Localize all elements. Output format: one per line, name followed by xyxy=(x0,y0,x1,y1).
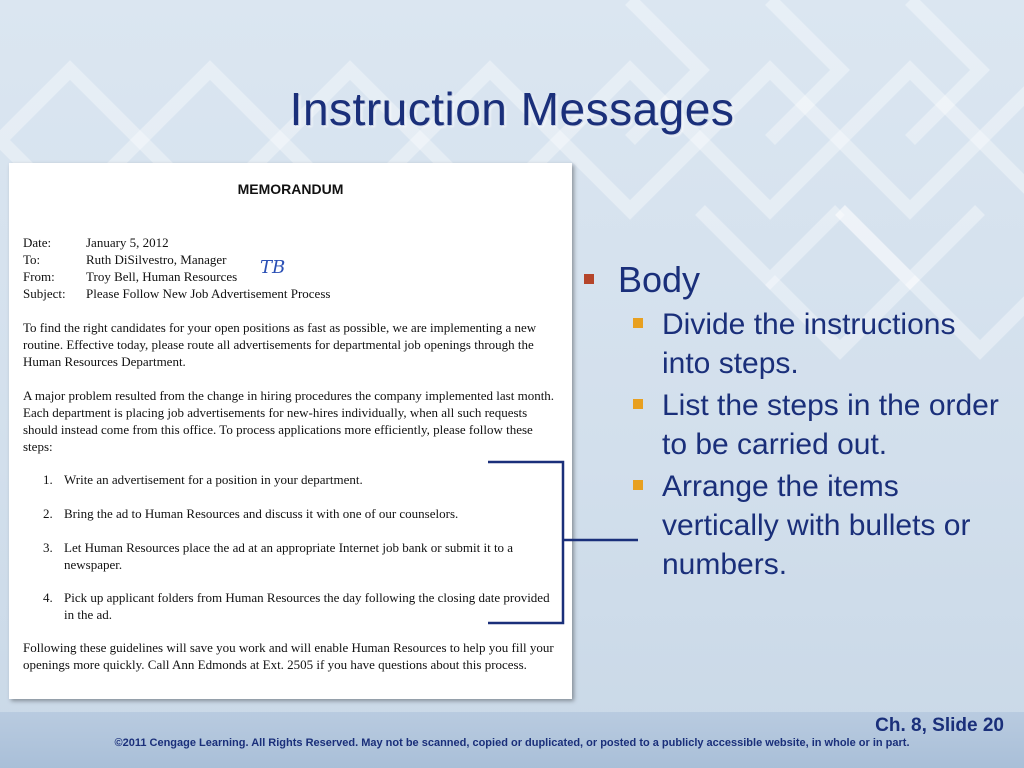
sub-bullet-1 xyxy=(580,305,1000,383)
step-number: 2. xyxy=(43,506,53,521)
bullet-list xyxy=(580,258,1000,584)
step-number: 4. xyxy=(43,590,53,605)
copyright-notice: ©2011 Cengage Learning. All Rights Reserved. May not be scanned, copied or duplicated, or posted to a publicly accessible website, in whole or in part. xyxy=(114,737,910,749)
step-number: 1. xyxy=(43,472,53,487)
slide-number: Ch. 8, Slide 20 xyxy=(875,715,1004,736)
square-bullet-icon xyxy=(584,274,594,284)
sub-bullet-text: List the steps in the order to be carried out. xyxy=(662,389,999,461)
memo-subject-label: Subject: xyxy=(23,286,66,301)
memo-paragraph-2: A major problem resulted from the change in hiring procedures the company implemented last month. Each department is placing job advertisements for new-hires individually, when all such requests should instead come from this office. To process applications more efficiently, please follow these steps: xyxy=(23,388,555,454)
step-text: Bring the ad to Human Resources and discuss it with one of our counselors. xyxy=(64,506,459,521)
memo-date-value: January 5, 2012 xyxy=(86,235,169,250)
bullet-body-text: Body xyxy=(618,259,701,300)
square-bullet-icon xyxy=(633,399,643,409)
memo-image xyxy=(9,163,572,699)
memo-subject-value: Please Follow New Job Advertisement Process xyxy=(86,286,331,301)
sub-bullet-text: Arrange the items vertically with bullets or numbers. xyxy=(662,470,971,581)
step-text: Pick up applicant folders from Human Resources the day following the closing date provided in the ad. xyxy=(64,590,550,622)
step-text: Let Human Resources place the ad at an appropriate Internet job bank or submit it to a newspaper. xyxy=(64,540,514,572)
memo-paragraph-1: To find the right candidates for your open positions as fast as possible, we are implementing a new routine. Effective today, please route all advertisements for departmental job openings through the Human Resources Department. xyxy=(23,320,537,369)
step-number: 3. xyxy=(43,540,53,555)
step-text: Write an advertisement for a position in your department. xyxy=(64,472,363,487)
memo-heading: MEMORANDUM xyxy=(237,181,344,197)
memo-date-label: Date: xyxy=(23,235,52,250)
memo-to-value: Ruth DiSilvestro, Manager xyxy=(86,252,227,267)
sub-bullet-2 xyxy=(580,386,1000,464)
memo-closing-paragraph: Following these guidelines will save you work and will enable Human Resources to help you fill your openings more quickly. Call Ann Edmonds at Ext. 2505 if you have questions about this process. xyxy=(23,640,554,672)
sub-bullet-text: Divide the instructions into steps. xyxy=(662,308,956,380)
handwritten-initials: TB xyxy=(260,257,286,278)
bullet-body xyxy=(580,258,1000,302)
slide-title: Instruction Messages xyxy=(289,83,735,135)
memo-from-label: From: xyxy=(23,269,55,284)
square-bullet-icon xyxy=(633,318,643,328)
memo-to-label: To: xyxy=(23,252,41,267)
memo-from-value: Troy Bell, Human Resources xyxy=(86,269,238,284)
sub-bullet-3 xyxy=(580,467,1000,584)
square-bullet-icon xyxy=(633,480,643,490)
